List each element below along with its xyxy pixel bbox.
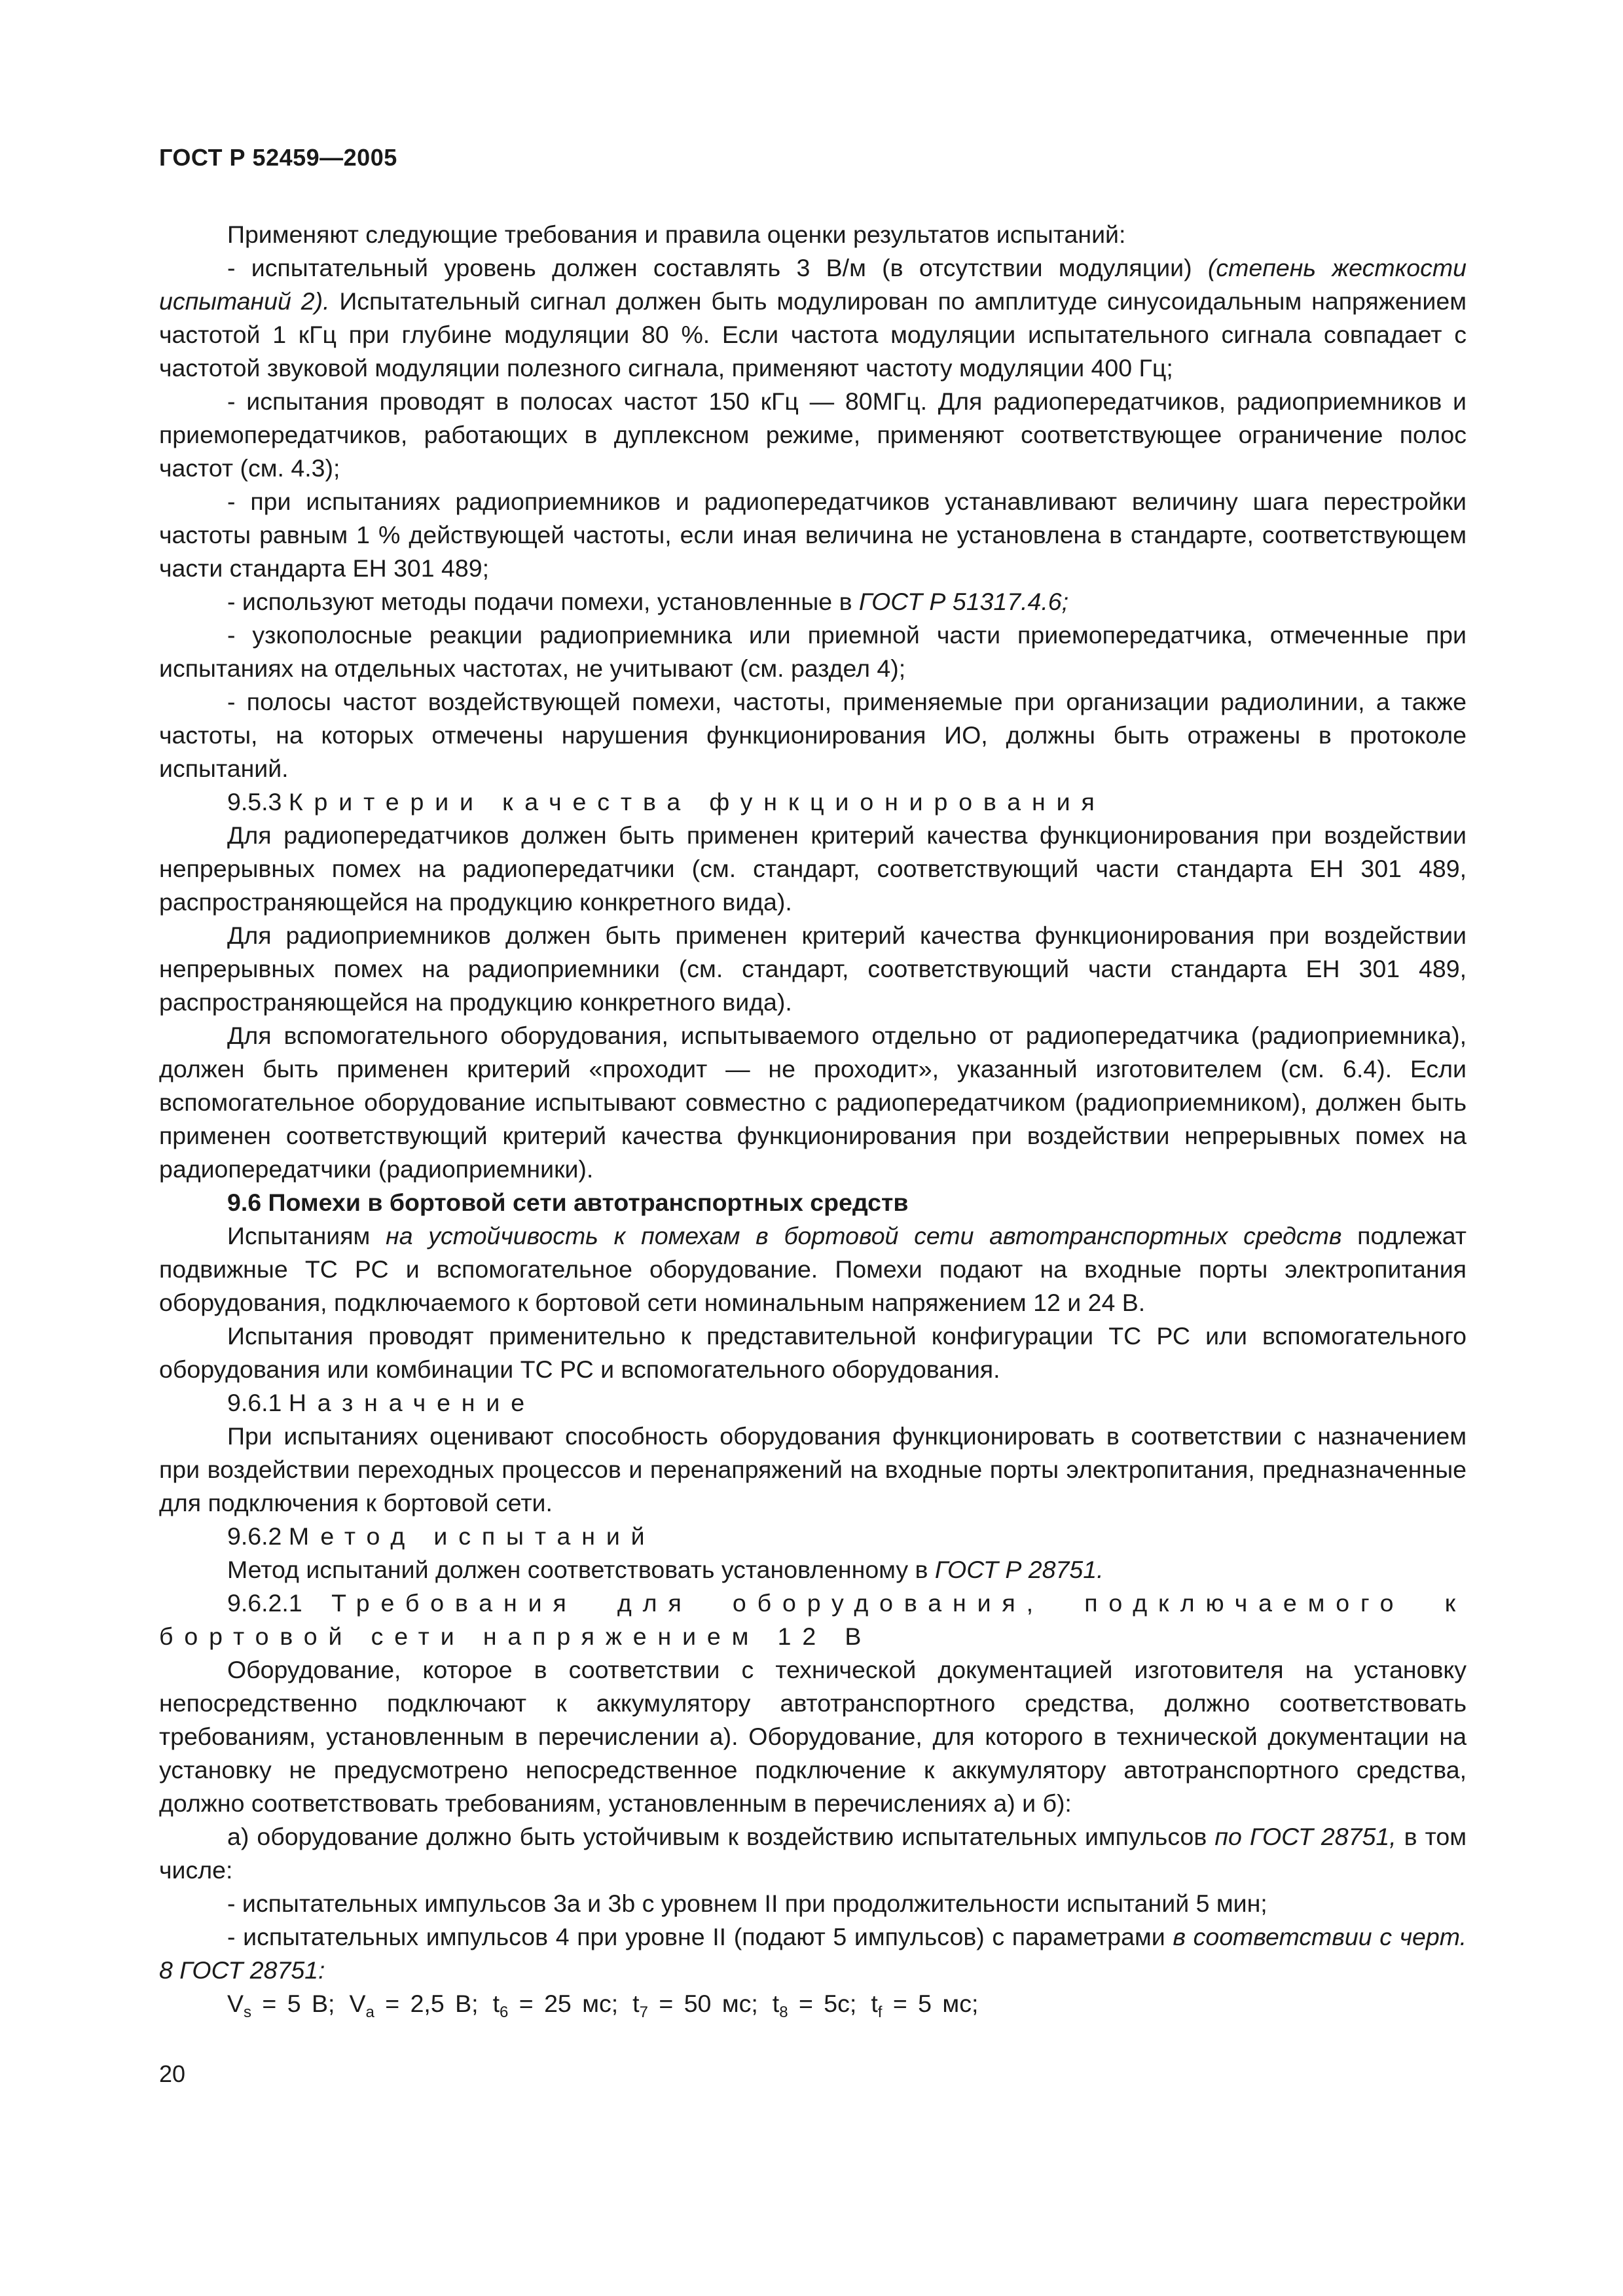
text-run: - узкополосные реакции радиоприемника или приемной части приемопередатчика, отмеченные при испытаниях на отдельных частотах, не учитывают (см. раздел 4);: [159, 621, 1467, 682]
paragraph: [159, 218, 1467, 251]
formula-value: = 50 мс;: [647, 1990, 758, 2017]
formula-subscript: s: [244, 2003, 252, 2021]
formula-term: [492, 1990, 619, 2021]
formula-subscript: f: [877, 2003, 883, 2021]
text-run: - испытания проводят в полосах частот 150 кГц — 80МГц. Для радиопередатчиков, радиоприемников и приемопередатчиков, работающих в дуплексном режиме, применяют соответствующее ограничение полос частот (см. 4.3);: [159, 387, 1467, 482]
formula-subscript: 7: [639, 2003, 648, 2021]
text-run: При испытаниях оценивают способность оборудования функционировать в соответствии с назначением при воздействии переходных процессов и перенапряжений на входные порты электропитания, предназначенные для подключения к бортовой сети.: [159, 1422, 1467, 1516]
text-run: Назначение: [288, 1389, 536, 1416]
document-body: [159, 218, 1467, 2029]
text-run: в соответствии с черт. 8 ГОСТ 28751:: [159, 1923, 1467, 1984]
formula-line: [159, 1987, 1467, 2029]
paragraph: [159, 1587, 1467, 1653]
text-run: 9.6 Помехи в бортовой сети автотранспортных средств: [227, 1189, 909, 1216]
formula-value: = 2,5 В;: [374, 1990, 479, 2017]
paragraph: [159, 1920, 1467, 1987]
formula-term: [772, 1990, 857, 2021]
text-run: Метод испытаний должен соответствовать установленному в: [227, 1556, 935, 1583]
text-run: 9.6.1: [227, 1389, 289, 1416]
paragraph: [159, 1186, 1467, 1219]
formula-value: = 25 мс;: [508, 1990, 619, 2017]
paragraph: [159, 1820, 1467, 1887]
paragraph: [159, 385, 1467, 485]
paragraph: [159, 619, 1467, 685]
paragraph: [159, 1553, 1467, 1587]
text-run: 9.5.3: [227, 788, 289, 816]
formula-value: = 5 мс;: [882, 1990, 979, 2017]
text-run: Испытания проводят применительно к представительной конфигурации ТС РС или вспомогательного оборудования или комбинации ТС РС и вспомогательного оборудования.: [159, 1322, 1467, 1383]
formula-symbol: V: [349, 1990, 366, 2017]
text-run: 9.6.2.1: [227, 1589, 332, 1617]
text-run: - полосы частот воздействующей помехи, частоты, применяемые при организации радиолинии, а также частоты, на которых отмечены нарушения функционирования ИО, должны быть отражены в протоколе испытаний.: [159, 688, 1467, 782]
formula-term: [227, 1990, 335, 2021]
text-run: на устойчивость к помехам в бортовой сети автотранспортных средств: [386, 1222, 1342, 1249]
paragraph: [159, 1653, 1467, 1820]
paragraph: [159, 1420, 1467, 1520]
formula-symbol: t: [871, 1990, 878, 2017]
paragraph: [159, 785, 1467, 819]
paragraph: [159, 919, 1467, 1019]
text-run: Оборудование, которое в соответствии с технической документацией изготовителя на установку непосредственно подключают к аккумулятору автотранспортного средства, должно соответствовать требованиям, установленным в перечислении а). Оборудование, для которого в технической документации на установку не предусмотрено непосредственное подключение к аккумулятору автотранспортного средства, должно соответствовать требованиям, установленным в перечислениях а) и б):: [159, 1656, 1467, 1817]
text-run: в том числе:: [159, 1823, 1467, 1884]
paragraph: [159, 1887, 1467, 1920]
paragraph: [159, 685, 1467, 785]
paragraph: [159, 1520, 1467, 1553]
paragraph: [159, 485, 1467, 585]
formula-symbol: t: [772, 1990, 780, 2017]
text-run: Требования для оборудования, подключаемого к бортовой сети напряжением 12 В: [159, 1589, 1467, 1650]
text-run: Для радиопередатчиков должен быть применен критерий качества функционирования при воздействии непрерывных помех на радиопередатчики (см. стандарт, соответствующий части стандарта ЕН 301 489, распространяющейся на продукцию конкретного вида).: [159, 821, 1467, 916]
paragraph: [159, 585, 1467, 619]
text-run: ГОСТ Р 28751.: [934, 1556, 1104, 1583]
text-run: Испытательный сигнал должен быть модулирован по амплитуде синусоидальным напряжением частотой 1 кГц при глубине модуляции 80 %. Если частота модуляции испытательного сигнала совпадает с частотой звуковой модуляции полезного сигнала, применяют частоту модуляции 400 Гц;: [159, 287, 1467, 382]
text-run: по ГОСТ 28751,: [1214, 1823, 1396, 1850]
document-header: ГОСТ Р 52459—2005: [159, 144, 397, 171]
paragraph: [159, 1319, 1467, 1386]
formula-symbol: t: [492, 1990, 500, 2017]
text-run: - испытательный уровень должен составлять 3 В/м (в отсутствии модуляции): [227, 254, 1208, 281]
formula-value: = 5 В;: [251, 1990, 335, 2017]
text-run: Критерии качества функционирования: [288, 788, 1106, 816]
formula-term: [871, 1990, 979, 2021]
text-run: ГОСТ Р 51317.4.6;: [858, 588, 1069, 615]
paragraph: [159, 1019, 1467, 1186]
formula-term: [632, 1990, 758, 2021]
formula-subscript: 8: [779, 2003, 788, 2021]
text-run: Испытаниям: [227, 1222, 386, 1249]
text-run: Для радиоприемников должен быть применен критерий качества функционирования при воздействии непрерывных помех на радиоприемники (см. стандарт, соответствующий части стандарта ЕН 301 489, распространяющейся на продукцию конкретного вида).: [159, 922, 1467, 1016]
text-run: Метод испытаний: [288, 1522, 656, 1550]
formula-symbol: t: [632, 1990, 640, 2017]
text-run: Применяют следующие требования и правила оценки результатов испытаний:: [227, 221, 1126, 248]
paragraph: [159, 251, 1467, 385]
paragraph: [159, 1386, 1467, 1420]
text-run: - при испытаниях радиоприемников и радиопередатчиков устанавливают величину шага перестройки частоты равным 1 % действующей частоты, если иная величина не установлена в стандарте, соответствующем части стандарта ЕН 301 489;: [159, 488, 1467, 582]
text-run: - испытательных импульсов 3а и 3b с уровнем II при продолжительности испытаний 5 мин;: [227, 1890, 1267, 1917]
paragraph: [159, 819, 1467, 919]
formula-symbol: V: [227, 1990, 244, 2017]
text-run: - испытательных импульсов 4 при уровне II (подают 5 импульсов) с параметрами: [227, 1923, 1173, 1950]
text-run: Для вспомогательного оборудования, испытываемого отдельно от радиопередатчика (радиоприемника), должен быть применен критерий «проходит — не проходит», указанный изготовителем (см. 6.4). Если вспомогательное оборудование испытывают совместно с радиопередатчиком (радиоприемником), должен быть применен соответствующий критерий качества функционирования при воздействии непрерывных помех на радиопередатчики (радиоприемники).: [159, 1022, 1467, 1183]
formula-term: [349, 1990, 479, 2021]
formula-subscript: 6: [499, 2003, 509, 2021]
formula-subscript: a: [365, 2003, 374, 2021]
text-run: 9.6.2: [227, 1522, 289, 1550]
formula-value: = 5с;: [788, 1990, 857, 2017]
text-run: (степень жесткости испытаний 2).: [159, 254, 1467, 315]
page-number: 20: [159, 2060, 186, 2087]
text-run: подлежат подвижные ТС РС и вспомогательное оборудование. Помехи подают на входные порты электропитания оборудования, подключаемого к бортовой сети номинальным напряжением 12 и 24 В.: [159, 1222, 1467, 1316]
text-run: - используют методы подачи помехи, установленные в: [227, 588, 859, 615]
text-run: а) оборудование должно быть устойчивым к воздействию испытательных импульсов: [227, 1823, 1215, 1850]
paragraph: [159, 1219, 1467, 1319]
